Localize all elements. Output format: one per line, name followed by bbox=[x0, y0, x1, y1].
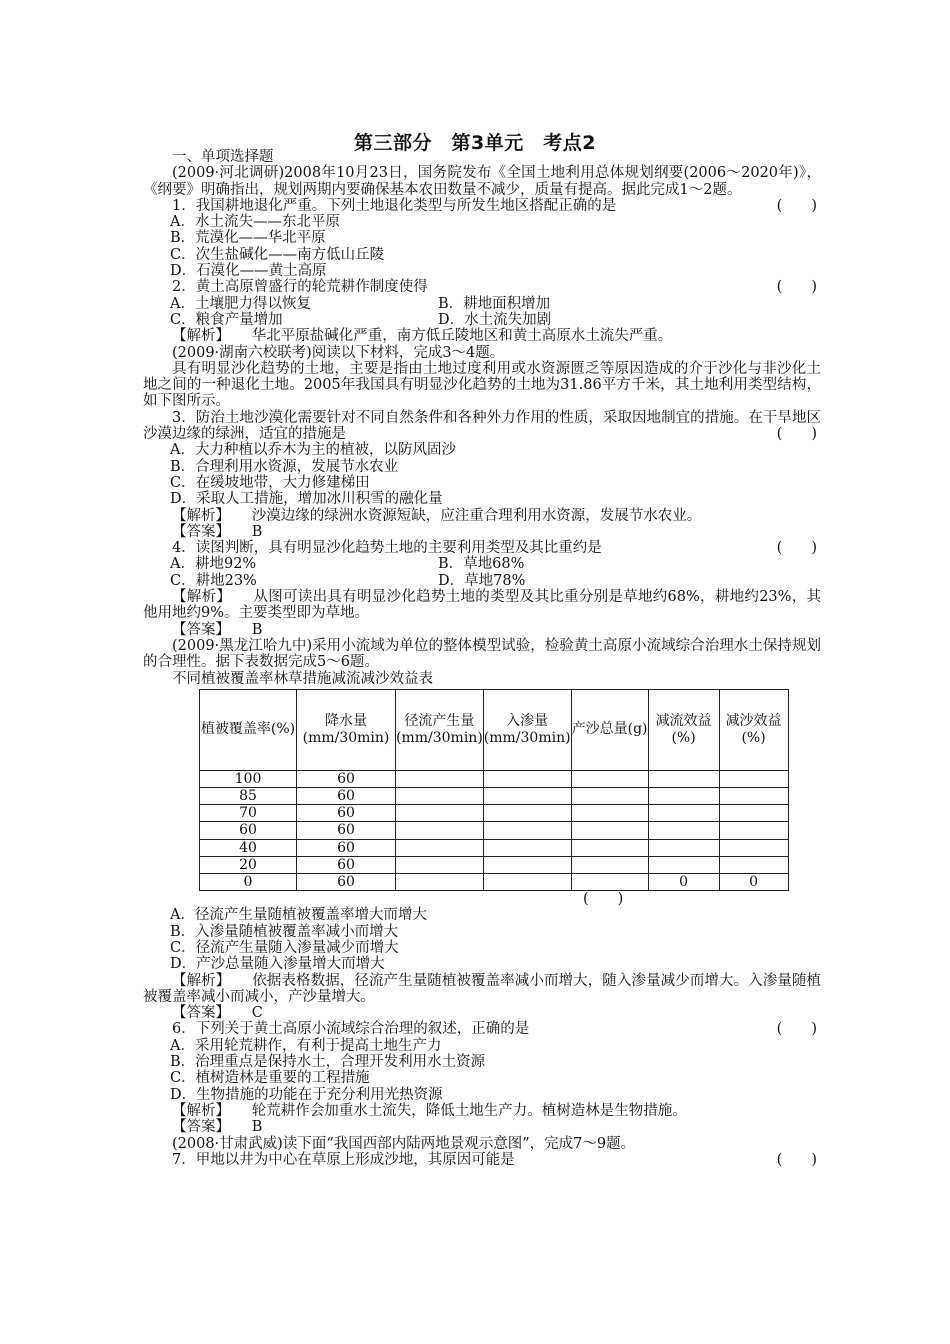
table-header: 降水量(mm/30min) bbox=[297, 689, 396, 770]
table-cell: 60 bbox=[297, 822, 396, 839]
table-cell bbox=[483, 770, 571, 787]
table-cell bbox=[571, 873, 648, 890]
table-cell: 60 bbox=[297, 839, 396, 856]
table-row bbox=[200, 856, 789, 873]
option-row bbox=[143, 556, 821, 572]
option: A．耕地92% bbox=[170, 556, 257, 573]
intro-3: (2009·黑龙江哈九中)采用小流域为单位的整体模型试验，检验黄土高原小流域综合治理水土保持规划的合理性。据下表数据完成5～6题。 bbox=[143, 637, 821, 671]
table-cell bbox=[396, 856, 484, 873]
table-cell: 40 bbox=[200, 839, 297, 856]
analysis bbox=[143, 328, 821, 344]
option: C．耕地23% bbox=[170, 572, 257, 589]
question-1 bbox=[143, 198, 821, 214]
table-cell: 0 bbox=[719, 873, 788, 890]
table-cell bbox=[719, 787, 788, 804]
question-2 bbox=[143, 279, 821, 295]
question-4 bbox=[143, 540, 821, 556]
table-header: 植被覆盖率(%) bbox=[200, 689, 297, 770]
question-stem: 7．甲地以井为中心在草原上形成沙地，其原因可能是 bbox=[172, 1151, 515, 1168]
table-header: 减流效益(%) bbox=[648, 689, 719, 770]
table-cell: 100 bbox=[200, 770, 297, 787]
table-cell bbox=[571, 822, 648, 839]
option: B．荒漠化——华北平原 bbox=[170, 230, 326, 247]
table-caption: 不同植被覆盖率林草措施减流减沙效益表 bbox=[172, 670, 433, 687]
option: D．产沙总量随入渗量增大而增大 bbox=[170, 956, 385, 973]
table-cell: 85 bbox=[200, 787, 297, 804]
option: D．采取人工措施，增加冰川积雪的融化量 bbox=[170, 491, 443, 508]
table-cell bbox=[648, 856, 719, 873]
table-cell bbox=[483, 822, 571, 839]
table-cell bbox=[483, 856, 571, 873]
table-cell bbox=[483, 787, 571, 804]
section-heading: 一、单项选择题 bbox=[172, 149, 274, 165]
table-cell bbox=[648, 770, 719, 787]
analysis bbox=[143, 508, 821, 524]
table-header: 径流产生量(mm/30min) bbox=[396, 689, 484, 770]
question-stem: 4．读图判断，具有明显沙化趋势土地的主要利用类型及其比重约是 bbox=[172, 540, 602, 557]
data-table-wrapper bbox=[199, 689, 821, 891]
table-cell: 60 bbox=[200, 822, 297, 839]
table-cell bbox=[483, 873, 571, 890]
analysis-tag: 【解析】 bbox=[172, 507, 223, 524]
option-row bbox=[143, 296, 821, 312]
table-header: 产沙总量(g) bbox=[571, 689, 648, 770]
analysis bbox=[143, 1103, 821, 1119]
table-row bbox=[200, 787, 789, 804]
table-row bbox=[200, 805, 789, 822]
option: A．水土流失——东北平原 bbox=[170, 214, 340, 231]
option: C．径流产生量随入渗量减少而增大 bbox=[170, 940, 399, 956]
table-cell bbox=[396, 805, 484, 822]
intro-1: (2009·河北调研)2008年10月23日，国务院发布《全国土地利用总体规划纲要(2006～2020年)》，《纲要》明确指出，规划两期内要确保基本农田数量不减少，质量有提高。据此完成1～2题。 bbox=[143, 165, 821, 198]
option: C．在缓坡地带，大力修建梯田 bbox=[170, 474, 370, 491]
table-cell bbox=[571, 839, 648, 856]
answer-tag: 【答案】 bbox=[172, 1119, 223, 1136]
table-cell bbox=[571, 856, 648, 873]
option: D．水土流失加剧 bbox=[438, 311, 552, 328]
option: B．耕地面积增加 bbox=[438, 295, 551, 312]
question-stem: 1．我国耕地退化严重。下列土地退化类型与所发生地区搭配正确的是 bbox=[172, 197, 617, 214]
answer-blank: ( ) bbox=[776, 279, 817, 296]
answer-tag: 【答案】 bbox=[172, 523, 223, 540]
document-body bbox=[143, 149, 821, 1168]
analysis-text: 依据表格数据，径流产生量随植被覆盖率减小而增大，随入渗量减少而增大。入渗量随植被覆盖率减小而减小，产沙量增大。 bbox=[143, 972, 822, 1005]
answer-blank: ( ) bbox=[776, 426, 817, 443]
option: C．次生盐碱化——南方低山丘陵 bbox=[170, 246, 385, 263]
page-title: 第三部分 第3单元 考点2 bbox=[354, 132, 596, 154]
answer-value: B bbox=[251, 621, 263, 638]
option: A．大力种植以乔木为主的植被，以防风固沙 bbox=[170, 442, 456, 459]
table-cell: 60 bbox=[297, 873, 396, 890]
option: B．治理重点是保持水土，合理开发利用水土资源 bbox=[170, 1054, 486, 1071]
table-cell bbox=[483, 839, 571, 856]
table-cell bbox=[396, 770, 484, 787]
table-header: 减沙效益(%) bbox=[719, 689, 788, 770]
question-7 bbox=[143, 1152, 821, 1168]
answer-tag: 【答案】 bbox=[172, 1005, 223, 1022]
table-cell bbox=[571, 805, 648, 822]
analysis-tag: 【解析】 bbox=[172, 589, 224, 606]
option: A．采用轮荒耕作，有利于提高土地生产力 bbox=[170, 1037, 442, 1054]
option: C．粮食产量增加 bbox=[170, 311, 283, 328]
intro-2: (2009·湖南六校联考)阅读以下材料，完成3～4题。 bbox=[172, 344, 505, 361]
option: C．植树造林是重要的工程措施 bbox=[170, 1070, 370, 1087]
table-cell bbox=[719, 839, 788, 856]
answer-value: B bbox=[251, 1119, 263, 1136]
answer-blank: ( ) bbox=[776, 197, 817, 214]
table-cell: 60 bbox=[297, 787, 396, 804]
analysis-tag: 【解析】 bbox=[172, 1102, 223, 1119]
table-cell bbox=[396, 822, 484, 839]
table-cell bbox=[571, 787, 648, 804]
option: B．草地68% bbox=[438, 556, 525, 573]
table-cell: 60 bbox=[297, 805, 396, 822]
answer-tag: 【答案】 bbox=[172, 621, 223, 638]
answer bbox=[143, 1005, 821, 1021]
analysis bbox=[143, 973, 821, 1006]
table-row bbox=[200, 822, 789, 839]
table-cell bbox=[719, 822, 788, 839]
table-cell bbox=[483, 805, 571, 822]
table-cell bbox=[396, 873, 484, 890]
data-table bbox=[199, 689, 789, 891]
intro-4: (2008·甘肃武威)读下面“我国西部内陆两地景观示意图”，完成7～9题。 bbox=[172, 1135, 636, 1152]
analysis-tag: 【解析】 bbox=[172, 972, 224, 989]
table-cell: 60 bbox=[297, 770, 396, 787]
option: D．草地78% bbox=[438, 572, 526, 589]
table-cell: 70 bbox=[200, 805, 297, 822]
table-cell bbox=[571, 770, 648, 787]
table-header-row bbox=[200, 689, 789, 770]
table-cell bbox=[719, 770, 788, 787]
table-row bbox=[200, 839, 789, 856]
answer bbox=[143, 524, 821, 540]
question-3 bbox=[143, 410, 821, 443]
answer bbox=[143, 622, 821, 638]
option-row bbox=[143, 312, 821, 328]
table-cell: 0 bbox=[648, 873, 719, 890]
answer-blank: ( ) bbox=[776, 1151, 817, 1168]
question-stem: 6．下列关于黄土高原小流域综合治理的叙述，正确的是 bbox=[172, 1021, 530, 1038]
option-row bbox=[143, 573, 821, 589]
table-row bbox=[200, 873, 789, 890]
option: A．径流产生量随植被覆盖率增大而增大 bbox=[170, 907, 427, 924]
question-6 bbox=[143, 1021, 821, 1037]
table-cell: 60 bbox=[297, 856, 396, 873]
analysis-text: 轮荒耕作会加重水土流失，降低土地生产力。植树造林是生物措施。 bbox=[251, 1102, 687, 1119]
table-cell bbox=[648, 839, 719, 856]
analysis bbox=[143, 589, 821, 622]
answer-blank: ( ) bbox=[776, 540, 817, 557]
analysis-text: 沙漠边缘的绿洲水资源短缺，应注重合理利用水资源，发展节水农业。 bbox=[251, 507, 702, 524]
answer-blank: ( ) bbox=[583, 891, 624, 908]
answer-blank: ( ) bbox=[776, 1021, 817, 1038]
option: D．石漠化——黄土高原 bbox=[170, 263, 327, 280]
table-cell bbox=[648, 787, 719, 804]
option: B．合理利用水资源，发展节水农业 bbox=[170, 458, 399, 475]
table-cell bbox=[719, 856, 788, 873]
analysis-text: 从图可读出具有明显沙化趋势土地的类型及其比重分别是草地约68%，耕地约23%，其他用地约9%。主要类型即为草地。 bbox=[143, 589, 821, 622]
material-text: 具有明显沙化趋势的土地，主要是指由土地过度利用或水资源匮乏等原因造成的介于沙化与非沙化土地之间的一种退化土地。2005年我国具有明显沙化趋势的土地为31.86平方千米，其土地利用类型结构，如下图所示。 bbox=[143, 360, 821, 410]
option: A．土壤肥力得以恢复 bbox=[170, 295, 311, 312]
table-cell: 20 bbox=[200, 856, 297, 873]
answer-value: C bbox=[251, 1005, 263, 1022]
table-cell bbox=[396, 787, 484, 804]
answer-value: B bbox=[251, 523, 263, 540]
table-cell bbox=[396, 839, 484, 856]
analysis-tag: 【解析】 bbox=[172, 328, 223, 345]
table-cell bbox=[648, 805, 719, 822]
option: D．生物措施的功能在于充分利用光热资源 bbox=[170, 1086, 443, 1103]
answer bbox=[143, 1119, 821, 1135]
table-cell bbox=[719, 805, 788, 822]
table-row bbox=[200, 770, 789, 787]
analysis-text: 华北平原盐碱化严重，南方低丘陵地区和黄土高原水土流失严重。 bbox=[251, 328, 673, 345]
table-cell bbox=[648, 822, 719, 839]
question-stem: 3．防治土地沙漠化需要针对不同自然条件和各种外力作用的性质，采取因地制宜的措施。在干旱地区沙漠边缘的绿洲，适宜的措施是 bbox=[143, 409, 821, 443]
table-cell: 0 bbox=[200, 873, 297, 890]
option: B．入渗量随植被覆盖率减小而增大 bbox=[170, 923, 399, 940]
table-header: 入渗量(mm/30min) bbox=[483, 689, 571, 770]
question-stem: 2．黄土高原曾盛行的轮荒耕作制度使得 bbox=[172, 279, 428, 296]
